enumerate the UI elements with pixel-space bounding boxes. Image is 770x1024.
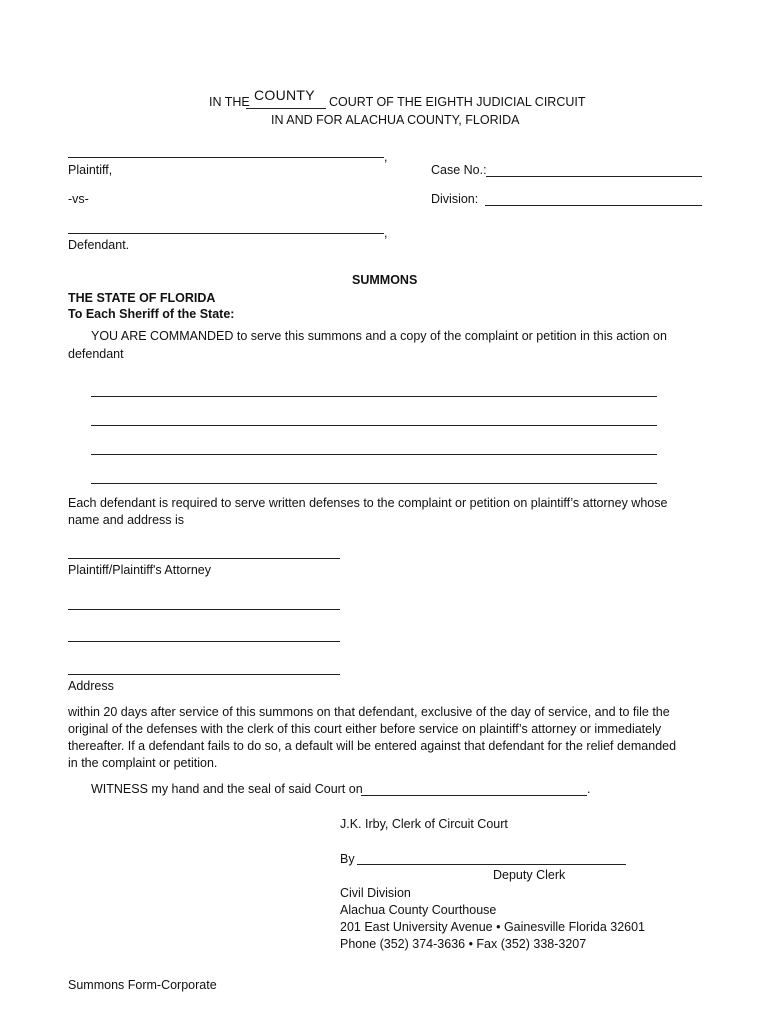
to-each-sheriff: To Each Sheriff of the State: [68,307,235,321]
commanded-line-2: defendant [68,347,124,361]
courthouse-address: 201 East University Avenue • Gainesville Florida 32601 [340,920,646,934]
address-field-1[interactable] [68,609,340,610]
witness-period: . [587,782,591,796]
defendant-label: Defendant. [68,238,130,252]
division-field[interactable] [485,205,702,206]
deputy-signature-field[interactable] [357,864,626,865]
within-line-3: thereafter. If a defendant fails to do so, a default will be entered against that defendant for the relief demanded [68,739,677,753]
attorney-name-field[interactable] [68,558,340,559]
defendant-name-field[interactable] [68,233,384,234]
address-label: Address [68,679,114,693]
division-label: Division: [431,192,479,206]
defendant-info-line-1[interactable] [91,396,657,397]
within-line-2: original of the defenses with the clerk of this court either before service on plaintiff’s attorney or immediately [68,722,662,736]
commanded-line-1: YOU ARE COMMANDED to serve this summons and a copy of the complaint or petition in this action on [91,329,667,343]
header-court-line: COURT OF THE EIGHTH JUDICIAL CIRCUIT [329,95,586,109]
form-name: Summons Form-Corporate [68,978,217,992]
courthouse-name: Alachua County Courthouse [340,903,497,917]
courthouse-phone: Phone (352) 374-3636 • Fax (352) 338-3207 [340,937,587,951]
address-field-3[interactable] [68,674,340,675]
defendant-info-line-3[interactable] [91,454,657,455]
address-field-2[interactable] [68,641,340,642]
header-county-line: IN AND FOR ALACHUA COUNTY, FLORIDA [271,113,520,127]
defenses-line-1: Each defendant is required to serve written defenses to the complaint or petition on plaintiff’s attorney whose [68,496,668,510]
clerk-name: J.K. Irby, Clerk of Circuit Court [340,817,508,831]
witness-label: WITNESS my hand and the seal of said Court on [91,782,363,796]
case-no-field[interactable] [486,176,702,177]
county-field[interactable]: COUNTY [254,87,315,103]
county-underline [246,108,326,109]
plaintiff-comma: , [384,150,388,164]
state-of-florida: THE STATE OF FLORIDA [68,291,216,305]
civil-division: Civil Division [340,886,411,900]
by-label: By [340,852,355,866]
case-no-label: Case No.: [431,163,487,177]
attorney-label: Plaintiff/Plaintiff's Attorney [68,563,211,577]
summons-title: SUMMONS [352,273,418,287]
defendant-info-line-2[interactable] [91,425,657,426]
defendant-info-line-4[interactable] [91,483,657,484]
plaintiff-label: Plaintiff, [68,163,113,177]
plaintiff-name-field[interactable] [68,157,384,158]
header-in-the: IN THE [209,95,250,109]
witness-date-field[interactable] [361,795,587,796]
within-line-1: within 20 days after service of this summons on that defendant, exclusive of the day of service, and to file the [68,705,670,719]
defendant-comma: , [384,226,388,240]
within-line-4: in the complaint or petition. [68,756,218,770]
deputy-clerk-label: Deputy Clerk [493,868,566,882]
vs-label: -vs- [68,192,89,206]
defenses-line-2: name and address is [68,513,185,527]
